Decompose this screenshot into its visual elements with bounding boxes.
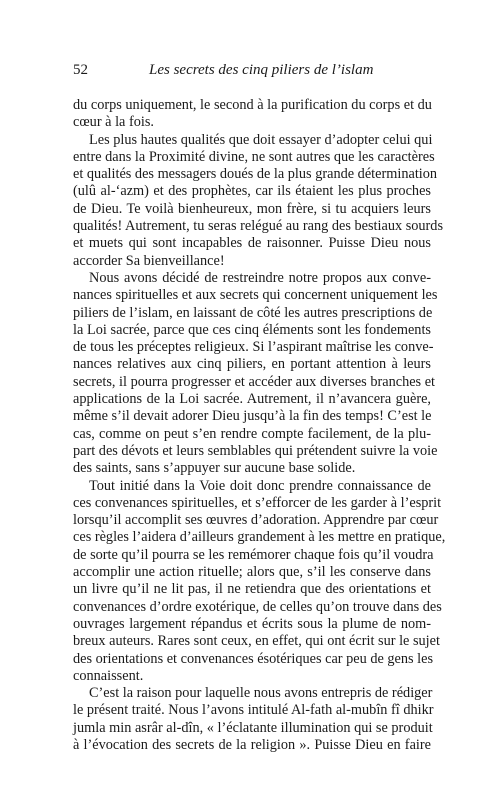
- text-line: cœur à la fois.: [73, 114, 154, 131]
- text-line: (ulû al-‘azm) et des prophètes, car ils étaient les plus proches: [73, 183, 431, 200]
- paragraph: [73, 477, 446, 686]
- text-line: ouvrages largement répandus et écrits sous la plume de nom-: [73, 615, 431, 632]
- text-line: et muets qui sont incapables de raisonner. Puisse Dieu nous: [73, 235, 431, 252]
- text-line: cas, comme on peut s’en rendre compte facilement, de la plu-: [73, 425, 431, 442]
- page-header: [73, 62, 433, 84]
- text-line: de sorte qu’il pourra se les remémorer chaque fois qu’il voudra: [73, 546, 434, 563]
- text-line: un livre qu’il ne lit pas, il ne retiendra que des orientations et: [73, 581, 431, 598]
- text-line: de Dieu. Te voilà bienheureux, mon frère, si tu acquiers leurs: [73, 200, 431, 217]
- text-line: nances spirituelles et aux secrets qui concernent uniquement les: [73, 287, 438, 304]
- running-title: Les secrets des cinq piliers de l’islam: [149, 62, 374, 78]
- text-line: ces convenances spirituelles, et s’efforcer de les garder à l’esprit: [73, 494, 442, 511]
- body-text: [73, 97, 446, 754]
- page-number: 52: [73, 62, 88, 78]
- text-line: des orientations et convenances ésotériques car peu de gens les: [73, 650, 434, 667]
- text-line: le présent traité. Nous l’avons intitulé Al-fath al-mubîn fî dhikr: [73, 702, 434, 719]
- text-line: entre dans la Proximité divine, ne sont autres que les caractères: [73, 148, 435, 165]
- text-line: Tout initié dans la Voie doit donc prendre connaissance de: [89, 477, 431, 494]
- text-line: nances relatives aux cinq piliers, en portant attention à leurs: [73, 356, 431, 373]
- text-line: ces règles l’aidera d’ailleurs grandement à les mettre en pratique,: [73, 529, 446, 546]
- text-line: secrets, il pourra progresser et accéder aux diverses branches et: [73, 373, 436, 390]
- text-line: accorder Sa bienveillance!: [73, 252, 225, 269]
- text-line: applications de la Loi sacrée. Autrement, il n’avancera guère,: [73, 391, 431, 408]
- text-line: de tous les préceptes religieux. Si l’aspirant maîtrise les conve-: [73, 339, 434, 356]
- text-line: qualités! Autrement, tu seras relégué au rang des bestiaux sourds: [73, 218, 444, 235]
- text-line: Les plus hautes qualités que doit essayer d’adopter celui qui: [89, 131, 433, 148]
- paragraph: [73, 131, 444, 270]
- text-line: et qualités des messagers doués de la plus grande détermination: [73, 166, 438, 183]
- text-line: accomplir une action rituelle; alors que, s’il les conserve dans: [73, 564, 431, 581]
- text-line: convenances d’ordre exotérique, de celles qu’on trouve dans des: [73, 598, 442, 615]
- text-line: jumla min asrâr al-dîn, « l’éclatante illumination qui se produit: [73, 719, 433, 736]
- text-line: lorsqu’il accomplit ses œuvres d’adoration. Apprendre par cœur: [73, 512, 439, 529]
- text-line: Nous avons décidé de restreindre notre propos aux conve-: [89, 269, 431, 286]
- text-line: du corps uniquement, le second à la purification du corps et du: [73, 97, 432, 113]
- text-line: piliers de l’islam, en laissant de côté les autres prescriptions de: [73, 304, 433, 321]
- text-line: C’est la raison pour laquelle nous avons entrepris de rédiger: [89, 685, 433, 702]
- paragraph: [73, 269, 438, 478]
- text-line: à l’évocation des secrets de la religion ». Puisse Dieu en faire: [73, 736, 431, 753]
- text-line: même s’il devait adorer Dieu jusqu’à la fin des temps! C’est le: [73, 408, 432, 425]
- text-line: connaissent.: [73, 667, 144, 684]
- paragraph: [73, 685, 434, 754]
- text-line: des saints, sans s’appuyer sur aucune base solide.: [73, 460, 356, 477]
- text-line: part des dévots et leurs semblables qui prétendent suivre la voie: [73, 442, 438, 459]
- text-line: breux auteurs. Rares sont ceux, en effet, qui ont écrit sur le sujet: [73, 633, 440, 650]
- text-line: la Loi sacrée, parce que ces cinq éléments sont les fondements: [73, 321, 431, 338]
- paragraph: [73, 97, 431, 132]
